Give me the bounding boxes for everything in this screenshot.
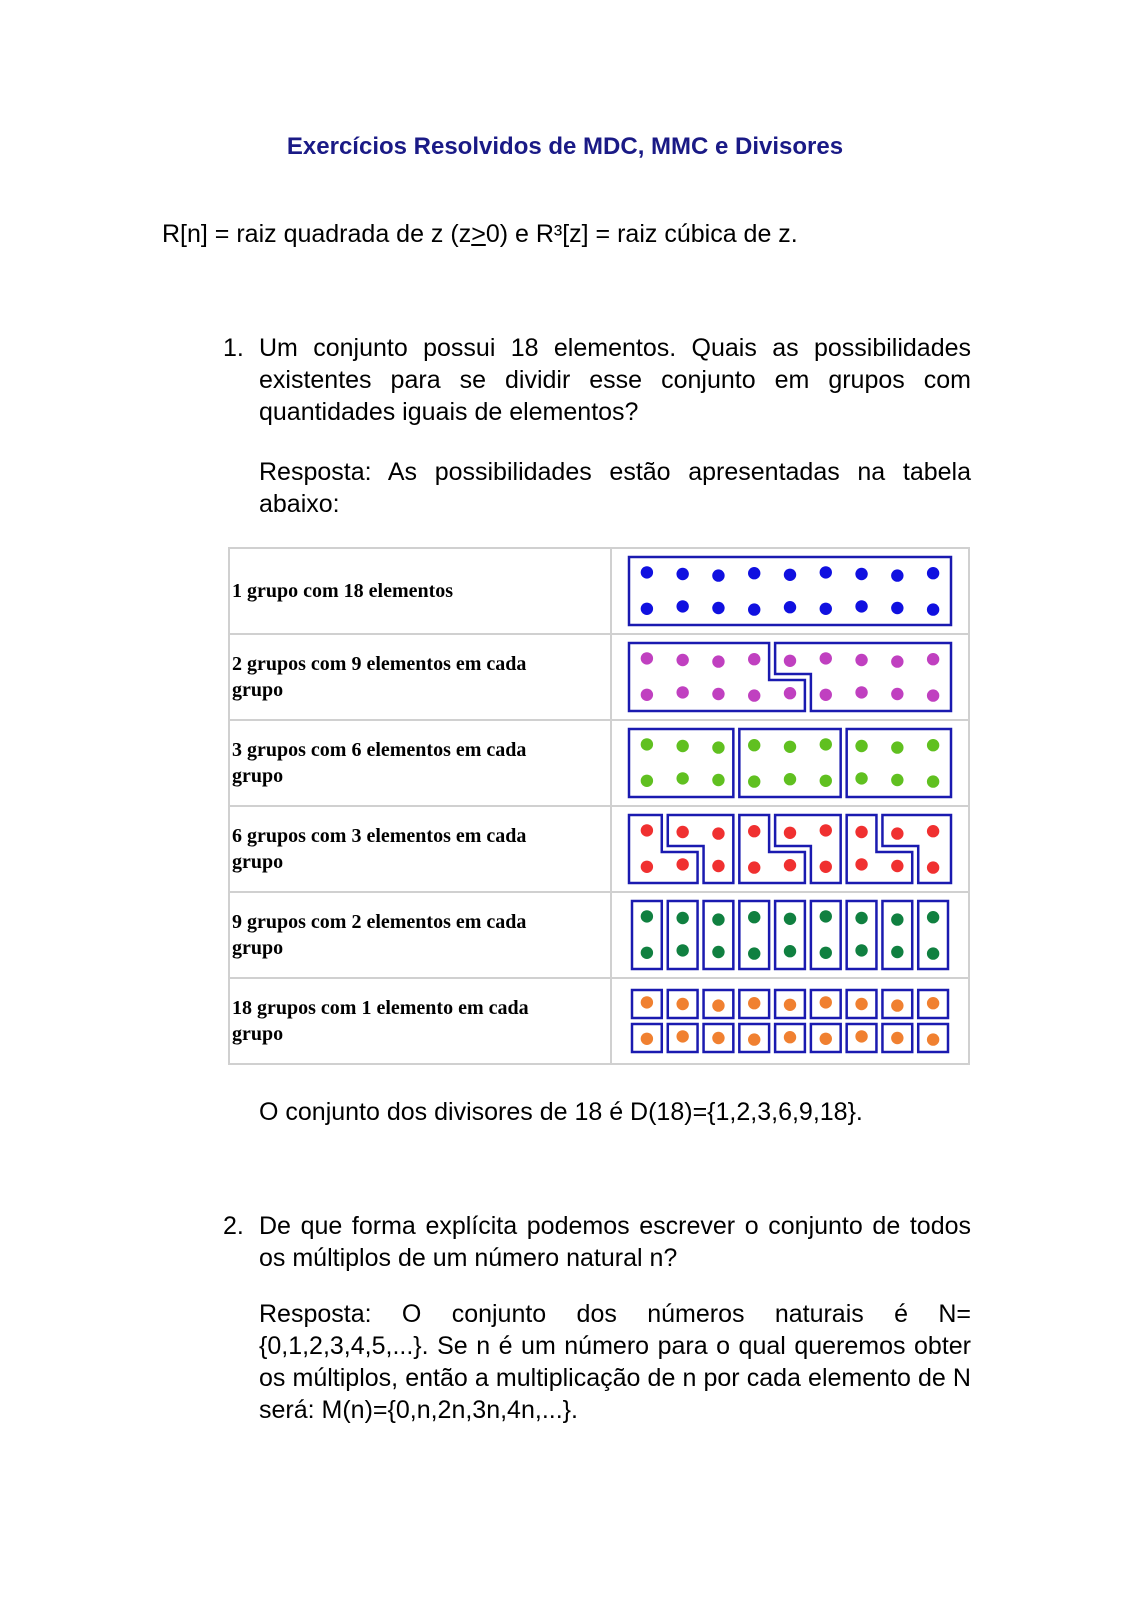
element-dot xyxy=(641,861,653,873)
element-dot xyxy=(676,998,688,1010)
element-dot xyxy=(748,739,760,751)
grouping-diagram xyxy=(625,725,955,801)
element-dot xyxy=(855,568,867,580)
table-row xyxy=(229,806,969,892)
row-diagram-cell xyxy=(611,720,969,806)
element-dot xyxy=(855,826,867,838)
question-2-answer: Resposta: O conjunto dos números naturais é N={0,1,2,3,4,5,...}. Se n é um número para o qual queremos obter os múltiplos, então a multiplicação de n por cada elemento de N será: M(n)={0,n,2n,3n,4n,...}. xyxy=(259,1300,971,1424)
row-label: 18 grupos com 1 elemento em cada grupo xyxy=(229,978,611,1064)
element-dot xyxy=(784,999,796,1011)
group-outline xyxy=(668,901,698,969)
element-dot xyxy=(748,567,760,579)
element-dot xyxy=(784,601,796,613)
group-outline xyxy=(704,901,734,969)
element-dot xyxy=(676,686,688,698)
element-dot xyxy=(712,999,724,1011)
element-dot xyxy=(784,913,796,925)
element-dot xyxy=(820,861,832,873)
element-dot xyxy=(855,858,867,870)
element-dot xyxy=(891,688,903,700)
element-dot xyxy=(927,689,939,701)
row-label: 1 grupo com 18 elementos xyxy=(229,548,611,634)
element-dot xyxy=(748,861,760,873)
element-dot xyxy=(855,686,867,698)
notation-ge-symbol: > xyxy=(471,220,486,248)
element-dot xyxy=(748,689,760,701)
element-dot xyxy=(784,773,796,785)
element-dot xyxy=(712,774,724,786)
element-dot xyxy=(641,996,653,1008)
group-outline xyxy=(629,815,698,883)
element-dot xyxy=(748,775,760,787)
element-dot xyxy=(784,741,796,753)
group-outline xyxy=(882,901,912,969)
element-dot xyxy=(820,947,832,959)
group-outline xyxy=(847,901,877,969)
element-dot xyxy=(855,998,867,1010)
element-dot xyxy=(820,910,832,922)
element-dot xyxy=(784,1031,796,1043)
element-dot xyxy=(891,1032,903,1044)
table-row xyxy=(229,548,969,634)
element-dot xyxy=(712,569,724,581)
element-dot xyxy=(748,603,760,615)
element-dot xyxy=(712,688,724,700)
element-dot xyxy=(927,997,939,1009)
element-dot xyxy=(927,825,939,837)
element-dot xyxy=(855,600,867,612)
element-dot xyxy=(712,946,724,958)
element-dot xyxy=(641,775,653,787)
element-dot xyxy=(784,859,796,871)
question-1-text: Um conjunto possui 18 elementos. Quais as possibilidades existentes para se dividir esse conjunto em grupos com quantidades iguais de elementos? xyxy=(259,334,971,426)
element-dot xyxy=(820,1033,832,1045)
group-outline xyxy=(668,815,734,883)
question-2-number: 2. xyxy=(223,1212,244,1240)
element-dot xyxy=(927,861,939,873)
element-dot xyxy=(676,772,688,784)
element-dot xyxy=(891,774,903,786)
element-dot xyxy=(927,911,939,923)
notation-part1: R[n] = raiz quadrada de z (z xyxy=(162,220,472,248)
element-dot xyxy=(820,775,832,787)
group-outline xyxy=(775,643,951,711)
element-dot xyxy=(676,600,688,612)
row-diagram-cell xyxy=(611,892,969,978)
grouping-diagram xyxy=(625,811,955,887)
element-dot xyxy=(927,603,939,615)
element-dot xyxy=(641,566,653,578)
element-dot xyxy=(676,654,688,666)
element-dot xyxy=(820,824,832,836)
element-dot xyxy=(927,947,939,959)
element-dot xyxy=(748,653,760,665)
element-dot xyxy=(676,858,688,870)
document-title: Exercícios Resolvidos de MDC, MMC e Divisores xyxy=(286,133,844,160)
element-dot xyxy=(784,827,796,839)
question-1-number: 1. xyxy=(223,334,244,362)
row-label: 2 grupos com 9 elementos em cada grupo xyxy=(229,634,611,720)
element-dot xyxy=(891,860,903,872)
element-dot xyxy=(820,738,832,750)
element-dot xyxy=(712,913,724,925)
element-dot xyxy=(855,740,867,752)
element-dot xyxy=(712,741,724,753)
element-dot xyxy=(676,740,688,752)
element-dot xyxy=(820,689,832,701)
element-dot xyxy=(748,947,760,959)
question-2-text: De que forma explícita podemos escrever o conjunto de todos os múltiplos de um número natural n? xyxy=(259,1212,971,1272)
element-dot xyxy=(748,1033,760,1045)
notation-line xyxy=(162,220,798,249)
element-dot xyxy=(855,654,867,666)
element-dot xyxy=(927,775,939,787)
row-diagram-cell xyxy=(611,806,969,892)
element-dot xyxy=(784,569,796,581)
element-dot xyxy=(641,689,653,701)
element-dot xyxy=(641,910,653,922)
element-dot xyxy=(855,772,867,784)
question-1-answer: Resposta: As possibilidades estão apresentadas na tabela abaixo: xyxy=(259,458,971,518)
group-outline xyxy=(739,815,805,883)
element-dot xyxy=(676,1030,688,1042)
element-dot xyxy=(748,825,760,837)
element-dot xyxy=(712,827,724,839)
element-dot xyxy=(676,944,688,956)
group-outline xyxy=(882,815,951,883)
table-row xyxy=(229,720,969,806)
element-dot xyxy=(855,944,867,956)
question-1-conclusion: O conjunto dos divisores de 18 é D(18)={1,2,3,6,9,18}. xyxy=(259,1098,863,1126)
element-dot xyxy=(855,912,867,924)
group-outline xyxy=(775,815,841,883)
element-dot xyxy=(891,946,903,958)
row-diagram-cell xyxy=(611,548,969,634)
element-dot xyxy=(641,1033,653,1045)
element-dot xyxy=(820,996,832,1008)
element-dot xyxy=(927,653,939,665)
element-dot xyxy=(641,947,653,959)
element-dot xyxy=(712,655,724,667)
element-dot xyxy=(748,911,760,923)
element-dot xyxy=(748,997,760,1009)
element-dot xyxy=(820,566,832,578)
group-outline xyxy=(847,815,913,883)
grouping-diagram xyxy=(625,553,955,629)
element-dot xyxy=(891,569,903,581)
element-dot xyxy=(891,999,903,1011)
element-dot xyxy=(712,860,724,872)
row-diagram-cell xyxy=(611,978,969,1064)
element-dot xyxy=(712,602,724,614)
row-label: 9 grupos com 2 elementos em cada grupo xyxy=(229,892,611,978)
element-dot xyxy=(784,655,796,667)
element-dot xyxy=(641,603,653,615)
grouping-diagram xyxy=(625,897,955,973)
element-dot xyxy=(641,824,653,836)
notation-part2: 0) e R³[z] = raiz cúbica de z. xyxy=(485,220,798,248)
group-outline xyxy=(629,557,951,625)
element-dot xyxy=(891,827,903,839)
element-dot xyxy=(855,1030,867,1042)
element-dot xyxy=(676,568,688,580)
element-dot xyxy=(927,1033,939,1045)
element-dot xyxy=(927,739,939,751)
element-dot xyxy=(676,912,688,924)
grouping-diagram xyxy=(625,639,955,715)
divisors-table xyxy=(228,547,970,1065)
element-dot xyxy=(676,826,688,838)
group-outline xyxy=(629,643,805,711)
row-diagram-cell xyxy=(611,634,969,720)
element-dot xyxy=(820,603,832,615)
element-dot xyxy=(784,945,796,957)
group-outline xyxy=(775,901,805,969)
element-dot xyxy=(641,652,653,664)
element-dot xyxy=(712,1032,724,1044)
grouping-diagram xyxy=(625,983,955,1059)
element-dot xyxy=(927,567,939,579)
element-dot xyxy=(891,602,903,614)
row-label: 3 grupos com 6 elementos em cada grupo xyxy=(229,720,611,806)
element-dot xyxy=(641,738,653,750)
element-dot xyxy=(784,687,796,699)
element-dot xyxy=(820,652,832,664)
table-row xyxy=(229,892,969,978)
table-row xyxy=(229,978,969,1064)
element-dot xyxy=(891,913,903,925)
table-row xyxy=(229,634,969,720)
row-label: 6 grupos com 3 elementos em cada grupo xyxy=(229,806,611,892)
element-dot xyxy=(891,741,903,753)
element-dot xyxy=(891,655,903,667)
